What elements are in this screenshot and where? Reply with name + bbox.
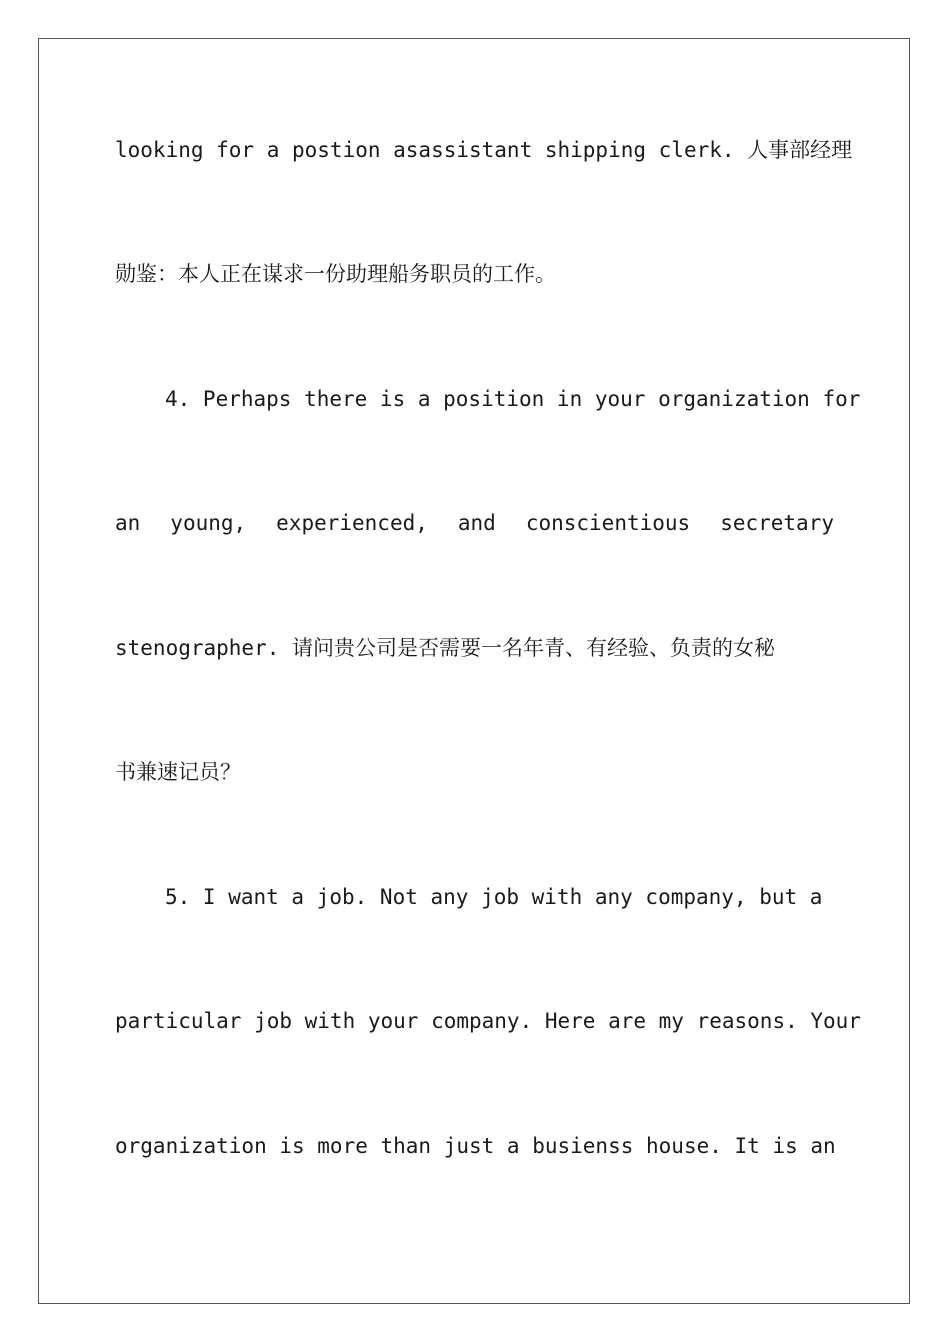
text-line-3: 4. Perhaps there is a position in your organization for <box>165 387 861 411</box>
text-line-1: looking for a postion asassistant shipping clerk. 人事部经理 <box>115 138 853 162</box>
word: experienced, <box>276 511 428 535</box>
text-line-4 <box>115 510 834 536</box>
word: young, <box>170 511 247 535</box>
page-border <box>38 38 910 1304</box>
text-line-9: organization is more than just a busienss house. It is an <box>115 1134 836 1158</box>
text-line-6: 书兼速记员？ <box>115 760 241 784</box>
word: secretary <box>720 511 834 535</box>
word: conscientious <box>525 511 691 535</box>
text-line-8: particular job with your company. Here are my reasons. Your <box>115 1009 861 1033</box>
word: and <box>457 511 496 535</box>
text-line-7: 5. I want a job. Not any job with any company, but a <box>165 885 823 909</box>
word: an <box>115 511 141 535</box>
text-line-5: stenographer. 请问贵公司是否需要一名年青、有经验、负责的女秘 <box>115 636 776 660</box>
text-line-2: 勋鉴：本人正在谋求一份助理船务职员的工作。 <box>115 262 556 286</box>
